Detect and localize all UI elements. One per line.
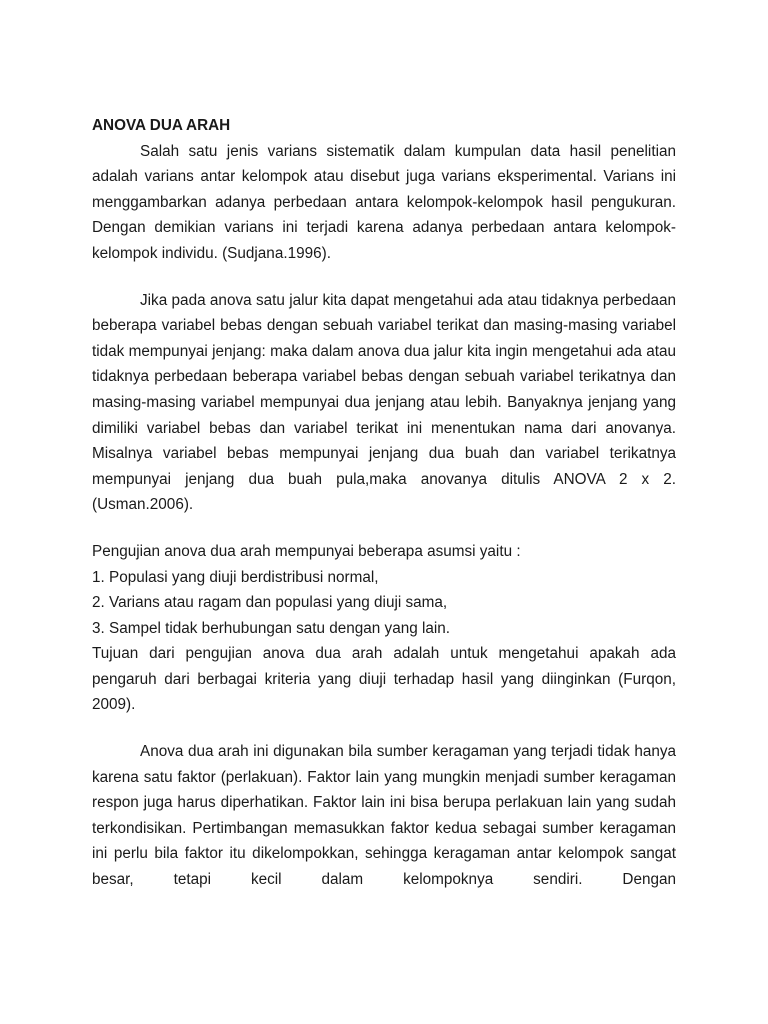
document-page [92, 113, 676, 893]
paragraph-spacer [92, 518, 676, 539]
paragraph-varians: Salah satu jenis varians sistematik dalam kumpulan data hasil penelitian adalah varians antar kelompok atau disebut juga varians eksperimental. Varians ini menggambarkan adanya perbedaan antara kelompok-kelompok hasil pengukuran. Dengan demikian varians ini terjadi karena adanya perbedaan antara kelompok-kelompok individu. (Sudjana.1996). [92, 142, 676, 262]
paragraph-anova-dua-arah: Anova dua arah ini digunakan bila sumber keragaman yang terjadi tidak hanya karena satu faktor (perlakuan). Faktor lain yang mungkin menjadi sumber keragaman respon juga harus diperhatikan. Faktor lain ini bisa berupa perlakuan lain yang sudah terkondisikan. Pertimbangan memasukkan faktor kedua sebagai sumber keragaman ini perlu bila faktor itu dikelompokkan, sehingga keragaman antar kelompok sangat besar, tetapi kecil dalam kelompoknya sendiri. Dengan [92, 743, 676, 889]
assumption-item: 3. Sampel tidak berhubungan satu dengan yang lain. [92, 619, 451, 637]
assumption-item: 1. Populasi yang diuji berdistribusi normal, [92, 568, 379, 586]
paragraph-spacer [92, 718, 676, 739]
paragraph-tujuan: Tujuan dari pengujian anova dua arah adalah untuk mengetahui apakah ada pengaruh dari berbagai kriteria yang diuji terhadap hasil yang diinginkan (Furqon, 2009). [92, 645, 676, 714]
assumption-intro: Pengujian anova dua arah mempunyai beberapa asumsi yaitu : [92, 542, 521, 560]
paragraph-anova-satu-jalur: Jika pada anova satu jalur kita dapat mengetahui ada atau tidaknya perbedaan beberapa variabel bebas dengan sebuah variabel terikat dan masing-masing variabel tidak mempunyai jenjang: maka dalam anova dua jalur kita ingin mengetahui ada atau tidaknya perbedaan beberapa variabel bebas dengan sebuah variabel terikatnya dan masing-masing variabel mempunyai dua jenjang atau lebih. Banyaknya jenjang yang dimiliki variabel bebas dan variabel terikat ini menentukan nama dari anovanya. Misalnya variabel bebas mempunyai jenjang dua buah dan variabel terikatnya mempunyai jenjang dua buah pula,maka anovanya ditulis ANOVA 2 x 2. (Usman.2006). [92, 291, 676, 514]
paragraph-spacer [92, 267, 676, 288]
document-title: ANOVA DUA ARAH [92, 117, 231, 134]
assumption-item: 2. Varians atau ragam dan populasi yang diuji sama, [92, 594, 448, 612]
